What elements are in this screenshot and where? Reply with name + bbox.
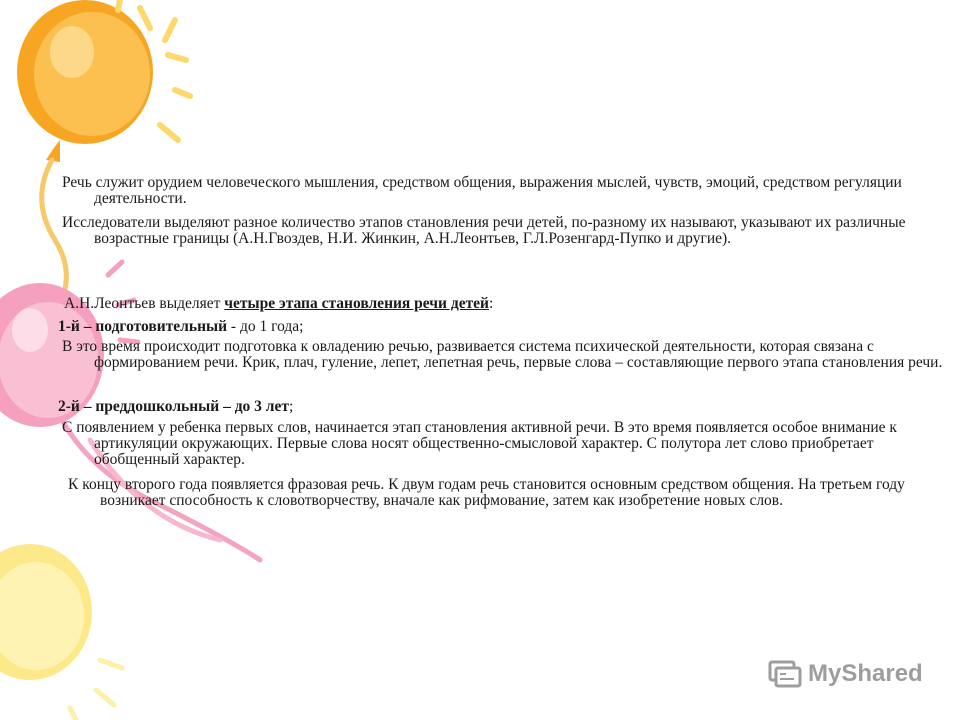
leontiev-suffix: :: [489, 295, 494, 312]
myshared-text: MyShared: [808, 660, 923, 687]
stage-1-heading: [58, 319, 303, 335]
stage-2-heading: [58, 399, 293, 415]
stage-1-title: 1-й – подготовительный: [58, 318, 228, 335]
paragraph-researchers: Исследователи выделяют разное количество этапов становления речи детей, по-разному их называют, указывают их различные возрастные границы (А.Н.Гвоздев, Н.И. Жинкин, А.Н.Леонтьев, Г.Л.Розенгард-Пупко и другие).: [62, 214, 906, 247]
leontiev-prefix: А.Н.Леонтьев выделяет: [64, 295, 225, 312]
stage-1-age: - до 1 года: [227, 318, 300, 335]
paragraph-stage-2: С появлением у ребенка первых слов, начинается этап становления активной речи. В это время появляется особое внимание к артикуляции окружающих. Первые слова носят общественно-смысловой характер. С полутора лет слово приобретает обобщенный характер.: [62, 419, 897, 468]
paragraph-intro: Речь служит орудием человеческого мышления, средством общения, выражения мыслей, чувств, эмоций, средством регуляции деятельности.: [62, 174, 902, 207]
stage-1-end: ;: [299, 318, 304, 335]
leontiev-heading: [64, 296, 493, 312]
four-stages-underlined: четыре этапа становления речи детей: [224, 295, 489, 312]
paragraph-stage-1: В это время происходит подготовка к овладению речью, развивается система психической деятельности, которая связана с формированием речи. Крик, плач, гуление, лепет, лепетная речь, первые слова – составляющие первого этапа становления речи.: [62, 338, 943, 371]
stage-2-end: ;: [289, 398, 294, 415]
paragraph-second-year: К концу второго года появляется фразовая речь. К двум годам речь становится основным средством общения. На третьем году возникает способность к словотворчеству, вначале как рифмование, затем как изобретение новых слов.: [68, 476, 905, 509]
stage-2-title: 2-й – преддошкольный – до 3 лет: [58, 398, 289, 415]
